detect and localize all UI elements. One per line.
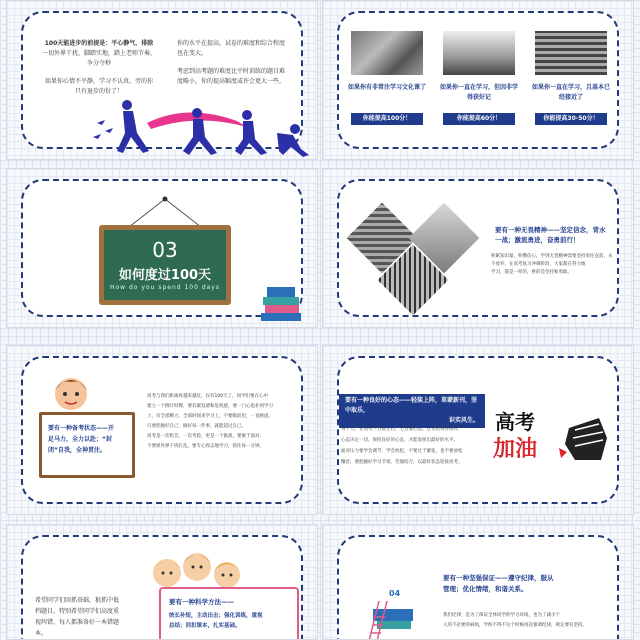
text-line: 视纠错，每人都准备好一本错题	[35, 619, 120, 626]
text-line: 总结；回扣课本，扎实基础。	[169, 623, 241, 629]
sign-text	[48, 423, 132, 456]
section-title: 如何度过100天	[118, 268, 212, 283]
banner-top-text: 高考	[495, 410, 535, 434]
slide-thumbnail-5[interactable]	[6, 345, 318, 515]
text-line: 考虑到高考题的难度比平时训练的题目难	[177, 68, 286, 75]
score-button-1[interactable]: 你能提高100分！	[351, 113, 423, 125]
slide1-right-text	[177, 39, 295, 87]
board-hanger-string	[125, 195, 205, 229]
chalkboard	[99, 225, 231, 305]
runners-illustration	[87, 93, 317, 160]
text-line: 一战；激流勇进，奋勇前行！	[495, 236, 580, 244]
sign-title: 要有一种科学方法——	[169, 598, 234, 606]
section-number: 04	[389, 589, 401, 598]
text-line: 闭”自我，全神贯注。	[48, 447, 106, 454]
books-photo	[443, 31, 515, 75]
banner-bottom-text: 加油	[493, 437, 538, 462]
text-line: 每个人，在高考三分数左右，七分靠心态。这句话说得很好，	[341, 427, 463, 432]
text-line: 足马力，全力以赴；“封	[48, 436, 112, 443]
text-line: 希望同学们回抓基础，狠抓中低	[35, 597, 120, 604]
slide-thumbnail-3[interactable]	[6, 168, 318, 328]
books-stack-icon	[257, 279, 307, 327]
slide4-heading	[495, 225, 623, 245]
caption-1: 如果你有非常注学习文化课了	[347, 84, 426, 91]
text-line: 要有一种备考状态——开	[48, 425, 115, 432]
slide1-left-text	[41, 39, 157, 97]
text-line: 也在变大。	[177, 50, 208, 57]
slide-thumbnail-1[interactable]	[6, 0, 318, 160]
slide8-body	[443, 611, 615, 631]
slide4-body	[491, 253, 613, 277]
text-line: 一切外界干扰，脚踏实地，踏上老师节奏，	[41, 50, 156, 57]
text-line: 上，有全部精力，全部时间来学习上，不要瞻前也，一直顾虑。	[147, 414, 273, 419]
text-line: 识实风生。	[448, 417, 479, 424]
text-line: 学习，都是一样的，拼的是坚持和勇敢。	[491, 270, 572, 275]
section-number: 03	[152, 238, 178, 262]
slide-thumbnail-7[interactable]	[6, 524, 318, 640]
sign-board	[159, 587, 299, 640]
score-button-2[interactable]: 你能提高60分！	[443, 113, 515, 125]
text-line: 懈怠，要把握好学习节奏，劳逸结合，以最好状态迎接高考。	[341, 460, 463, 465]
slide-thumbnail-8[interactable]	[322, 524, 634, 640]
exam-hall-photo	[535, 31, 607, 75]
text-line: 管理；优化情绪，和谐关系。	[443, 585, 528, 593]
text-line: 心态决定一切。保持良好的心态，才能发挥出最好的水平。	[341, 438, 458, 443]
caption-2: 如果你一直在学习，但因非学得获好记	[439, 84, 518, 101]
classroom-photo	[351, 31, 423, 75]
caption-3: 如果你一直在学习，且基本已经接近了	[531, 84, 610, 101]
cartoon-kid-icon	[41, 372, 101, 416]
text-line: 度略小，你的提高幅度或许会更大一些。	[177, 78, 286, 85]
slide-thumbnail-2[interactable]	[322, 0, 634, 160]
sign-text	[169, 611, 297, 631]
fist-icon	[559, 408, 611, 464]
text-line: 你的水平在提高，试卷的难度和综合程度	[177, 40, 286, 47]
text-line: 争分夺秒	[86, 60, 111, 67]
slide6-label	[339, 394, 485, 428]
text-line: 人的不必要的麻烦，学校不得不这个时候再次强调纪律，规定要有坚持。	[443, 623, 587, 628]
slide6-body	[341, 424, 485, 468]
text-line: 要有一种无畏精神——坚定信念，背水	[495, 226, 606, 234]
section-subtitle: How do you spend 100 days	[110, 284, 220, 291]
text-line: 统长补短，主动出击；强化训练，重视	[169, 613, 263, 619]
text-line: 高考与我们距离将越来越近，仅有100天了，同学们要在心中	[147, 394, 269, 399]
slide5-body	[147, 392, 303, 452]
text-line: 积累知识量，积攒信心，学到无畏精神需要坚持勇往直前，永不放弃。在高考复习冲刺阶段，大家都在努力地	[491, 254, 613, 267]
text-line: 面对压力要学会调节，学会放松，不要过于紧张，也不要放松	[341, 449, 463, 454]
text-line: 只要把握好自己，做好每一件事，就能超过自己。	[147, 424, 246, 429]
cartoon-kids-icon	[147, 543, 257, 593]
text-line: 如果你心情不平静，学习不认真，旁的你	[44, 78, 153, 85]
text-line: 建立一个倒计时牌，要有紧迫感和危机感，要一门心思扑到学习	[147, 404, 273, 409]
text-line: 要有一种坚强保证——遵守纪律，服从	[443, 574, 554, 582]
slide-thumbnail-4[interactable]	[322, 168, 634, 328]
text-line: 档题目，特别希望同学们高度重	[35, 608, 120, 615]
sign-board	[39, 412, 135, 478]
slide-thumbnail-6[interactable]	[322, 345, 634, 515]
text-line: 本。	[35, 630, 48, 637]
text-line: 高考是一次机会，一次考验，更是一个挑战，要敢于面对。	[147, 434, 264, 439]
text-line: 要有一种良好的心态——轻装上阵，草蒙新刊，坚中取乐，	[345, 397, 478, 414]
text-line: 我们纪律，是为了保证全体同学的学习环境，也为了减少个	[443, 613, 560, 618]
text-line: 不要被外界干扰打乱，要专心致志地学习，抓住每一分钟。	[147, 444, 264, 449]
slide8-heading	[443, 573, 613, 595]
text-line: 只有退步的份了！	[74, 88, 123, 95]
slide7-left-text	[35, 595, 145, 639]
text-line: 100天能进步的前提是：平心静气、排除	[44, 40, 154, 47]
score-button-3[interactable]: 你能提高30-50分！	[535, 113, 607, 125]
books-ladder-icon	[363, 597, 423, 640]
